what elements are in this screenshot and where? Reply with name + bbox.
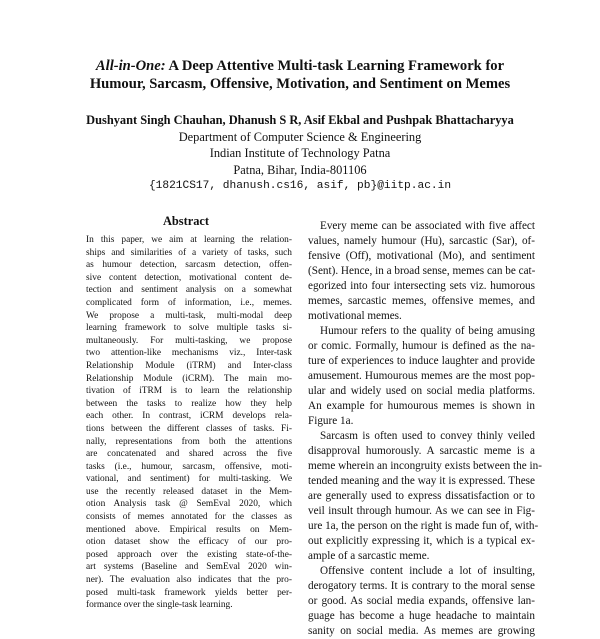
abstract-body [86,234,292,612]
body-line: veil insult through humour. As we can see in Fig- [308,505,535,517]
body-line: egorized into four intersecting sets viz. humorous [308,280,535,292]
title-line-1 [40,57,560,75]
body-line: derogatory terms. It is contrary to the moral sense [308,580,535,592]
body-line: tended meaning and the way it is expressed. These [308,475,535,487]
abstract-line: ships and similarities of a variety of tasks, such [86,247,292,258]
abstract-line: complicated form of information, i.e., memes. [86,297,292,308]
body-line: are generally used to express dissatisfaction or to [308,490,535,502]
body-line: out explicitly expressing it, which is a typical ex- [308,535,535,547]
abstract-line: Relationship Module (iTRM) and Inter-class [86,360,292,371]
abstract-line: otion Analysis task @ SemEval 2020, which [86,499,292,510]
paper-title [40,57,560,93]
abstract-line: between the tasks to realize how they help [86,398,292,409]
authors: Dushyant Singh Chauhan, Dhanush S R, Asif Ekbal and Pushpak Bhattacharyya [86,113,514,127]
body-line: guage has become a huge headache to maintain [308,610,535,622]
affiliation [40,129,560,194]
body-line: Offensive content include a lot of insulting, [320,565,535,577]
abstract-line: two attention-like mechanisms viz., Inter-task [86,348,292,359]
abstract-line: In this paper, we aim at learning the relation- [86,235,292,245]
body-line: Every meme can be associated with five affect [320,220,535,232]
title-italic: All-in-One: [95,58,166,74]
body-line: An example for humourous memes is shown in [308,400,535,412]
introduction-body [308,219,542,639]
body-line: or comic. Formally, humour is defined as the na- [308,340,535,352]
body-line: values, namely humour (Hu), sarcastic (Sar), of- [308,235,535,247]
abstract-line: tection and sentiment analysis on a somewhat [86,285,292,296]
body-line: sanity on social media. As memes are growing [308,625,535,637]
abstract-line: art systems (Baseline and SemEval 2020 win- [86,562,292,573]
abstract-line: posed multi-task framework yields better per- [86,587,292,598]
abstract-line: multaneously. For multi-tasking, we propose [86,335,292,346]
abstract-line: tions between the different classes of tasks. Fi- [86,423,292,434]
abstract-line: consists of memes annotated for the classes as [86,512,292,523]
affiliation-institute: Indian Institute of Technology Patna [209,146,391,161]
body-line: ure 1a, the person on the right is made fun of, with- [308,520,539,532]
abstract-line: are concatenated and shared across the five [86,449,292,460]
abstract-line: We propose a multi-task, multi-modal deep [86,310,292,321]
abstract-line: tivation of iTRM is to learn the relationship [86,386,292,397]
affiliation-address: Patna, Bihar, India-801106 [233,162,367,177]
abstract-line: nally, representations from both the attentions [86,436,292,447]
body-line: or good. As social media expands, offensive lan- [308,595,535,607]
body-line: ture of experiences to induce laughter and provide [308,355,535,367]
abstract-line: otion dataset show the efficacy of our pro- [86,537,292,548]
body-line: memes, sarcastic memes, offensive memes, and [308,295,535,307]
body-line: Figure 1a. [308,415,354,427]
body-line: Sarcasm is often used to convey thinly veiled [320,430,535,442]
abstract-line: tasks (i.e., humour, sarcasm, offensive, moti- [86,461,292,472]
abstract-line: mentioned above. Empirical results on Mem- [86,524,292,535]
affiliation-dept: Department of Computer Science & Engineering [178,130,422,144]
body-line: disapproval humorously. A sarcastic meme is a [308,445,535,457]
body-line: ular and widely used on social media platforms. [308,385,535,397]
body-line: (Sent). Hence, in a broad sense, memes can be cat- [308,265,536,277]
abstract-line: as humour detection, sarcasm detection, offen- [86,260,292,271]
abstract-line: learning framework to solve multiple tasks si- [86,323,292,334]
body-line: fensive (Off), motivational (Mo), and sentiment [308,250,535,262]
abstract-line: ner). The evaluation also indicates that the pro- [86,575,292,586]
abstract-line: vational, and sentiment) for multi-tasking. We [86,474,292,485]
abstract-line: each other. In contrast, iCRM develops rela- [86,411,292,422]
abstract-line: posed approach over the existing state-of-the- [86,549,292,560]
abstract-line: sive content detection, motivational content de- [86,272,292,283]
abstract-line: Relationship Module (iCRM). The main mo- [86,373,292,384]
abstract-line: use the recently released dataset in the Mem- [86,486,292,497]
body-line: motivational memes. [308,310,402,322]
title-rest: A Deep Attentive Multi-task Learning Framework for [165,58,505,74]
abstract-line: formance over the single-task learning. [86,600,233,611]
body-line: amusement. Humourous memes are the most pop- [308,370,535,382]
body-line: ample of a sarcastic meme. [308,550,430,562]
title-line-2: Humour, Sarcasm, Offensive, Motivation, and Sentiment on Memes [89,76,511,92]
author-emails: {1821CS17, dhanush.cs16, asif, pb}@iitp.ac.in [148,179,452,192]
body-line: meme wherein an incongruity exists between the in- [308,460,542,472]
body-line: Humour refers to the quality of being amusing [320,325,535,337]
abstract-heading: Abstract [162,214,210,228]
